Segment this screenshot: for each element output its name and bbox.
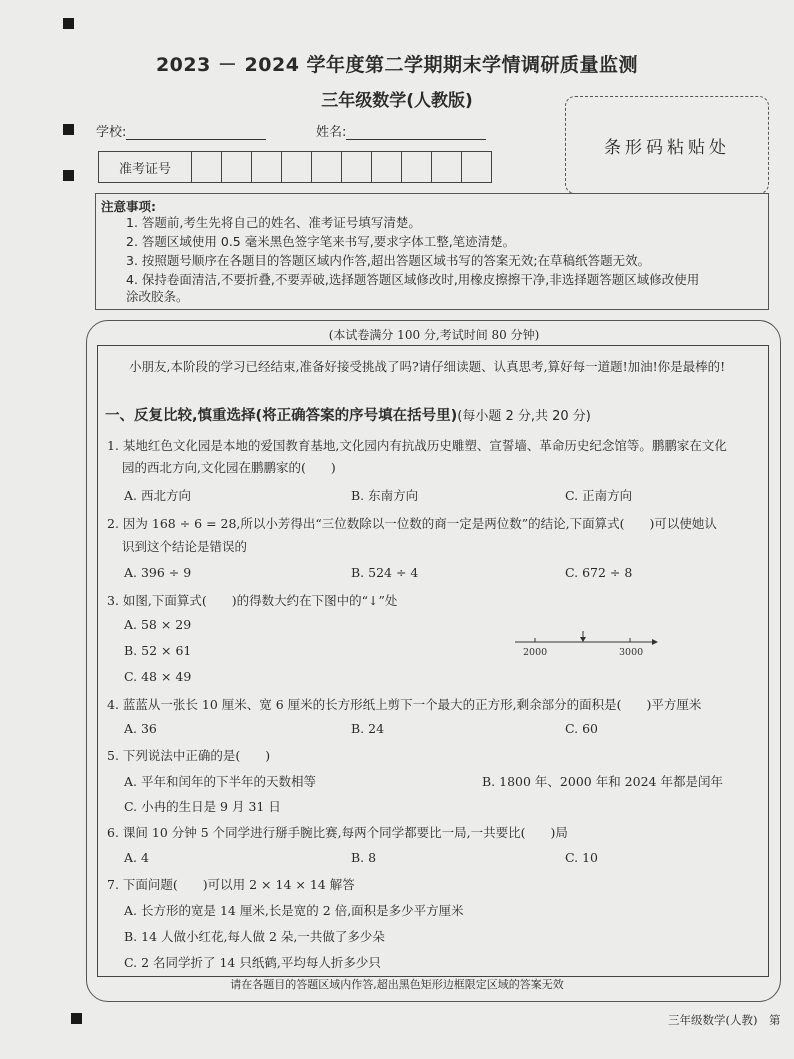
- alignment-mark-school: [63, 124, 74, 135]
- section-score: (每小题 2 分,共 20 分): [457, 409, 591, 424]
- question-2-option-a[interactable]: A. 396 ÷ 9: [124, 565, 192, 580]
- number-line-arrowhead: [652, 639, 658, 645]
- alignment-mark-top: [63, 18, 74, 29]
- number-line-right-label: 3000: [619, 647, 644, 658]
- exam-id-cell[interactable]: [192, 152, 222, 182]
- alignment-mark-bottom: [71, 1013, 82, 1024]
- notice-item: 4. 保持卷面清洁,不要折叠,不要弄破,选择题答题区域修改时,用橡皮擦擦干净,非选择题答题区域修改使用: [126, 272, 700, 287]
- question-1-option-b[interactable]: B. 东南方向: [351, 488, 419, 503]
- question-7-option-b[interactable]: B. 14 人做小红花,每人做 2 朵,一共做了多少朵: [124, 929, 385, 944]
- exam-id-cell[interactable]: [222, 152, 252, 182]
- question-7-option-a[interactable]: A. 长方形的宽是 14 厘米,长是宽的 2 倍,面积是多少平方厘米: [124, 903, 464, 918]
- question-1-option-a[interactable]: A. 西北方向: [124, 488, 191, 503]
- exam-id-grid[interactable]: [98, 151, 492, 183]
- question-4-option-a[interactable]: A. 36: [124, 721, 157, 736]
- question-3-option-b[interactable]: B. 52 × 61: [124, 643, 192, 658]
- section-title-text: 一、反复比较,慎重选择(将正确答案的序号填在括号里): [105, 408, 458, 424]
- question-4-option-c[interactable]: C. 60: [565, 721, 598, 736]
- alignment-mark-id: [63, 170, 74, 181]
- question-3-option-a[interactable]: A. 58 × 29: [124, 617, 192, 632]
- question-1-line-2: 园的西北方向,文化园在鹏鹏家的( ): [122, 460, 336, 475]
- question-1-option-c[interactable]: C. 正南方向: [565, 488, 633, 503]
- notice-box: [95, 193, 769, 310]
- name-field[interactable]: [316, 121, 486, 140]
- notice-heading: 注意事项:: [101, 199, 156, 214]
- exam-id-cell[interactable]: [372, 152, 402, 182]
- exam-id-cell[interactable]: [282, 152, 312, 182]
- number-line-left-label: 2000: [523, 647, 548, 658]
- question-6-line-1: 6. 课间 10 分钟 5 个同学进行掰手腕比赛,每两个同学都要比一局,一共要比( )局: [107, 825, 568, 840]
- exam-id-cell[interactable]: [342, 152, 372, 182]
- exam-subtitle: 三年级数学(人教版): [321, 91, 473, 111]
- score-info: (本试卷满分 100 分,考试时间 80 分钟): [328, 328, 540, 342]
- question-2-line-2: 识到这个结论是错误的: [122, 539, 248, 554]
- barcode-label: 条形码粘贴处: [604, 137, 730, 158]
- question-4-line-1: 4. 蓝蓝从一张长 10 厘米、宽 6 厘米的长方形纸上剪下一个最大的正方形,剩余部分的面积是( )平方厘米: [107, 697, 702, 712]
- question-5-line-1: 5. 下列说法中正确的是( ): [107, 748, 271, 763]
- school-field[interactable]: [96, 121, 266, 140]
- notice-item: 1. 答题前,考生先将自己的姓名、准考证号填写清楚。: [126, 215, 421, 230]
- question-2-option-b[interactable]: B. 524 ÷ 4: [351, 565, 419, 580]
- question-2-option-c[interactable]: C. 672 ÷ 8: [565, 565, 633, 580]
- notice-item: 3. 按照题号顺序在各题目的答题区域内作答,超出答题区域书写的答案无效;在草稿纸答题无效。: [126, 253, 651, 268]
- question-2-line-1: 2. 因为 168 ÷ 6 = 28,所以小芳得出“三位数除以一位数的商一定是两位数”的结论,下面算式( )可以使她认: [107, 516, 717, 531]
- exam-title: 2023 － 2024 学年度第二学期期末学情调研质量监测: [155, 54, 639, 76]
- question-5-option-a[interactable]: A. 平年和闰年的下半年的天数相等: [124, 774, 316, 789]
- answer-area-warning: 请在各题目的答题区域内作答,超出黑色矩形边框限定区域的答案无效: [230, 978, 564, 991]
- number-line: [510, 628, 660, 662]
- exam-id-cell[interactable]: [402, 152, 432, 182]
- down-arrow-head: [580, 637, 586, 642]
- notice-item: 涂改胶条。: [126, 289, 189, 304]
- exam-id-cell[interactable]: [462, 152, 491, 182]
- question-5-option-c[interactable]: C. 小冉的生日是 9 月 31 日: [124, 799, 281, 814]
- question-5-option-b[interactable]: B. 1800 年、2000 年和 2024 年都是闰年: [482, 774, 723, 789]
- question-4-option-b[interactable]: B. 24: [351, 721, 385, 736]
- section-title: [105, 404, 591, 425]
- exam-id-cell[interactable]: [312, 152, 342, 182]
- question-1-line-1: 1. 某地红色文化园是本地的爱国教育基地,文化园内有抗战历史雕塑、宣誓墙、革命历史纪念馆等。鹏鹏家在文化: [107, 438, 727, 453]
- exam-id-cell[interactable]: [252, 152, 282, 182]
- question-7-line-1: 7. 下面问题( )可以用 2 × 14 × 14 解答: [107, 877, 355, 892]
- question-6-option-c[interactable]: C. 10: [565, 850, 598, 865]
- question-6-option-b[interactable]: B. 8: [351, 850, 377, 865]
- barcode-area: [565, 96, 769, 194]
- school-label: 学校:: [96, 125, 127, 140]
- question-6-option-a[interactable]: A. 4: [124, 850, 149, 865]
- name-label: 姓名:: [316, 125, 347, 140]
- name-line[interactable]: [346, 139, 486, 140]
- question-7-option-c[interactable]: C. 2 名同学折了 14 只纸鹤,平均每人折多少只: [124, 955, 381, 970]
- exam-id-label: 准考证号: [99, 152, 192, 182]
- intro-text: 小朋友,本阶段的学习已经结束,准备好接受挑战了吗?请仔细读题、认真思考,算好每一道题!加油!你是最棒的!: [129, 359, 726, 374]
- exam-id-cell[interactable]: [432, 152, 462, 182]
- question-3-option-c[interactable]: C. 48 × 49: [124, 669, 192, 684]
- school-line[interactable]: [126, 139, 266, 140]
- page-tag: 三年级数学(人教) 第: [668, 1013, 781, 1027]
- notice-item: 2. 答题区域使用 0.5 毫米黑色签字笔来书写,要求字体工整,笔迹清楚。: [126, 234, 516, 249]
- question-3-line-1: 3. 如图,下面算式( )的得数大约在下图中的“↓”处: [107, 593, 398, 608]
